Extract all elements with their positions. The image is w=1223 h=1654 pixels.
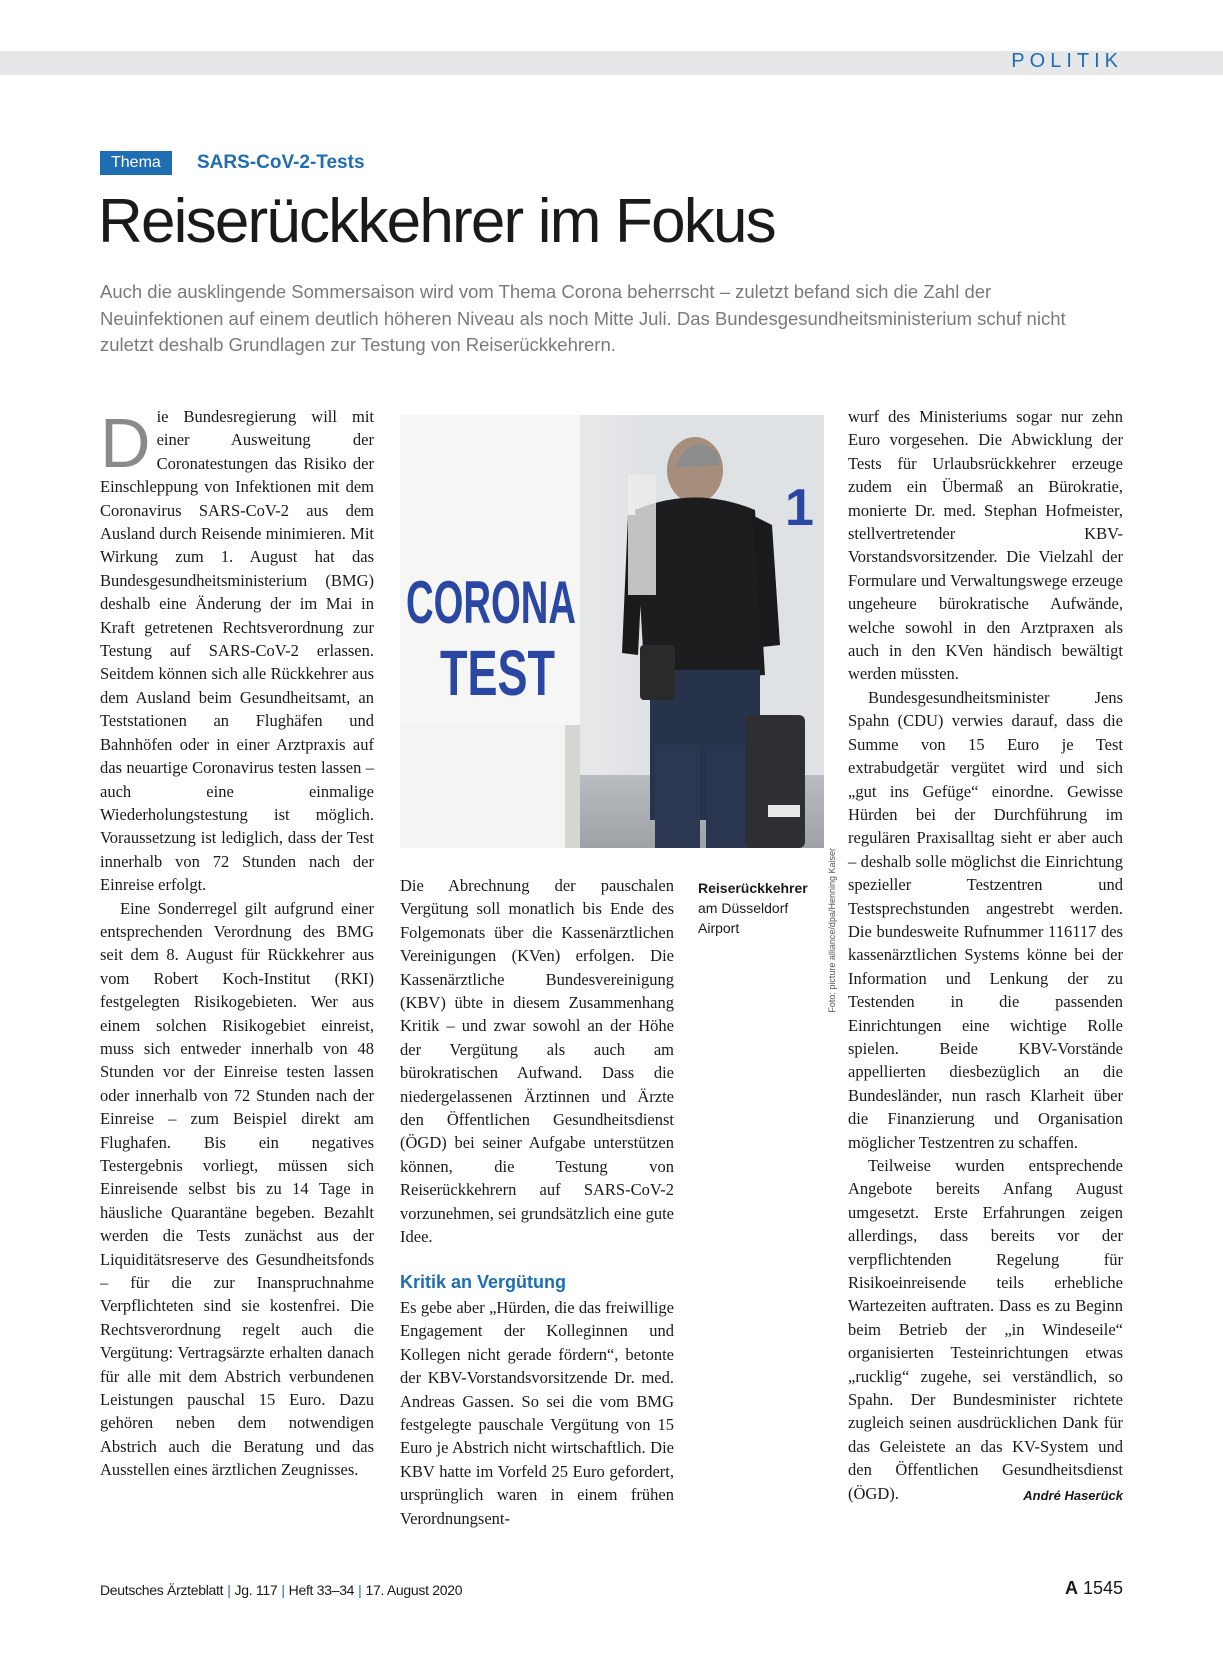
photo-credit: Foto: picture alliance/dpa/Henning Kaiser	[827, 848, 837, 1013]
caption-title: Reiserückkehrer	[698, 880, 808, 896]
caption-text: am Düsseldorf Airport	[698, 900, 789, 936]
section-label: POLITIK	[1011, 50, 1123, 72]
drop-cap: D	[100, 404, 151, 482]
footer-date: 17. August 2020	[365, 1582, 463, 1598]
paragraph: Es gebe aber „Hürden, die das freiwillige Engagement der Kolleginnen und Kollegen nicht gerade fördern“, betonte der KBV-Vorstandsvorsitzende Dr. med. Andreas Gassen. So sei die vom BMG festgelegte pauschale Vergütung von 15 Euro je Abstrich nicht wirtschaftlich. Die KBV hatte im Vorfeld 25 Euro gefordert, ursprünglich waren in einem frühen Verordnungsent-	[400, 1297, 674, 1528]
footer-volume: Jg. 117	[234, 1582, 278, 1598]
column-right	[848, 405, 1123, 1507]
thema-badge: Thema	[100, 151, 172, 175]
photo-corona-test-icon	[400, 415, 824, 848]
author-byline: André Haserück	[1023, 1487, 1123, 1503]
article-title: Reiserückkehrer im Fokus	[98, 187, 775, 256]
article-photo	[400, 415, 824, 848]
paragraph: Die Bundesregierung will mit einer Ausweitung der Coronatestungen das Risiko der Einschleppung von Infektionen mit dem Coronavirus SARS-CoV-2 aus dem Ausland durch Reisende minimieren. Mit Wirkung zum 1. August hat das Bundesgesundheitsministerium (BMG) deshalb eine Änderung der im Mai in Kraft getretenen Rechtsverordnung zur Testung auf SARS-CoV-2 erlassen. Seitdem können sich alle Rückkehrer aus dem Ausland beim Gesundheitsamt, an Teststationen an Flughäfen und Bahnhöfen oder in einer Arztpraxis auf das neuartige Coronavirus testen lassen – auch eine einmalige Wiederholungstestung ist möglich. Voraussetzung ist lediglich, dass der Test innerhalb von 72 Stunden nach der Einreise erfolgt.	[100, 404, 374, 895]
photo-gate-number: 1	[785, 479, 814, 537]
subheading: Kritik an Vergütung	[400, 1271, 567, 1292]
paragraph: wurf des Ministeriums sogar nur zehn Euro vorgesehen. Die Abwicklung der Tests für Urlaubsrückkehrer erzeuge zudem ein Übermaß an Bürokratie, monierte Dr. med. Stephan Hofmeister, stellvertretender KBV-Vorstandsvorsitzender. Die Vielzahl der Formulare und Verwaltungswege erzeuge ungeheure bürokratische Aufwände, welche sowohl in den Arztpraxen als auch in den KVen händisch bewältigt werden müssten.	[848, 407, 1123, 684]
paragraph: Bundesgesundheitsminister Jens Spahn (CDU) verwies darauf, dass die Summe von 15 Euro je Test extrabudgetär vergütet wird und sich „gut ins Gefüge“ einordne. Gewisse Hürden bei der Durchführung im regulären Praxisalltag sieht er aber auch – deshalb solle möglichst die Einrichtung spezieller Testzentren und Testsprechstunden angestrebt werden. Die bundesweite Rufnummer 116117 des kassenärztlichen Systems könne bei der Information und Lenkung der zu Testenden in die passenden Einrichtungen eine wichtige Rolle spielen. Beide KBV-Vorstände appellierten diesbezüglich an die Bundesländer, nun rasch Klarheit über die Finanzierung und Organisation möglicher Testzentren zu schaffen.	[848, 687, 1123, 1152]
paragraph: Die Abrechnung der pauschalen Vergütung soll monatlich bis Ende des Folgemonats über die Kassenärztlichen Vereinigungen (KVen) erfolgen. Die Kassenärztliche Bundesvereinigung (KBV) übte in diesem Zusammenhang Kritik – und zwar sowohl an der Höhe der Vergütung als auch am bürokratischen Aufwand. Dass die niedergelassenen Ärztinnen und Ärzte den Öffentlichen Gesundheitsdienst (ÖGD) bei seiner Aufgabe unterstützen können, die Testung von Reiserückkehrern auf SARS-CoV-2 vorzunehmen, sei grundsätzlich eine gute Idee.	[400, 876, 674, 1247]
footer-citation: Deutsches Ärzteblatt | Jg. 117 | Heft 33–34 | 17. August 2020	[100, 1582, 463, 1598]
photo-caption	[698, 878, 828, 938]
column-left	[100, 405, 374, 1482]
photo-sign-test: TEST	[440, 637, 555, 709]
page-number: A 1545	[1064, 1578, 1123, 1598]
footer-journal: Deutsches Ärzteblatt	[100, 1582, 224, 1598]
paragraph: Teilweise wurden entsprechende Angebote bereits Anfang August umgesetzt. Erste Erfahrungen zeigen allerdings, dass bereits vor der verpflichtenden Regelung für Risikoeinreisende teils erhebliche Wartezeiten auftraten. Dass es zu Beginn beim Betrieb der „in Windeseile“ organisierten Testeinrichtungen etwas „rucklig“ zugehe, sei verständlich, so Spahn. Der Bundesminister richtete zugleich seinen ausdrücklichen Dank für das Geleistete an das KV-System und den Öffentlichen Gesundheitsdienst (ÖGD). André Haserück	[848, 1154, 1123, 1505]
footer-issue: Heft 33–34	[288, 1582, 355, 1598]
paragraph: Eine Sonderregel gilt aufgrund einer entsprechenden Verordnung des BMG seit dem 8. August für Rückkehrer aus vom Robert Koch-Institut (RKI) festgelegten Risikogebieten. Wer aus einem solchen Risikogebiet einreist, muss sich entweder innerhalb von 48 Stunden vor der Einreise testen lassen oder innerhalb von 72 Stunden nach der Einreise – zum Beispiel direkt am Flughafen. Bis ein negatives Testergebnis vorliegt, müssen sich Einreisende selbst bis zu 14 Tage in häusliche Quarantäne begeben. Bezahlt werden die Tests zunächst aus der Liquiditätsreserve des Gesundheitsfonds – für die zur Inanspruchnahme Verpflichteten sind sie kostenfrei. Die Rechtsverordnung regelt auch die Vergütung: Vertragsärzte erhalten danach für alle mit dem Abstrich verbundenen Leistungen pauschal 15 Euro. Dazu gehören neben dem notwendigen Abstrich auch die Beratung und das Ausstellen eines ärztlichen Zeugnisses.	[100, 898, 374, 1480]
article-kicker: SARS-CoV-2-Tests	[197, 152, 365, 173]
photo-sign-corona: CORONA	[406, 569, 576, 636]
column-middle	[400, 874, 674, 1530]
article-lead: Auch die ausklingende Sommersaison wird vom Thema Corona beherrscht – zuletzt befand sich die Zahl der Neuinfektionen auf einem deutlich höheren Niveau als noch Mitte Juli. Das Bundesgesundheitsministerium schuf nicht zuletzt deshalb Grundlagen zur Testung von Reiserückkehrern.	[100, 281, 1066, 355]
